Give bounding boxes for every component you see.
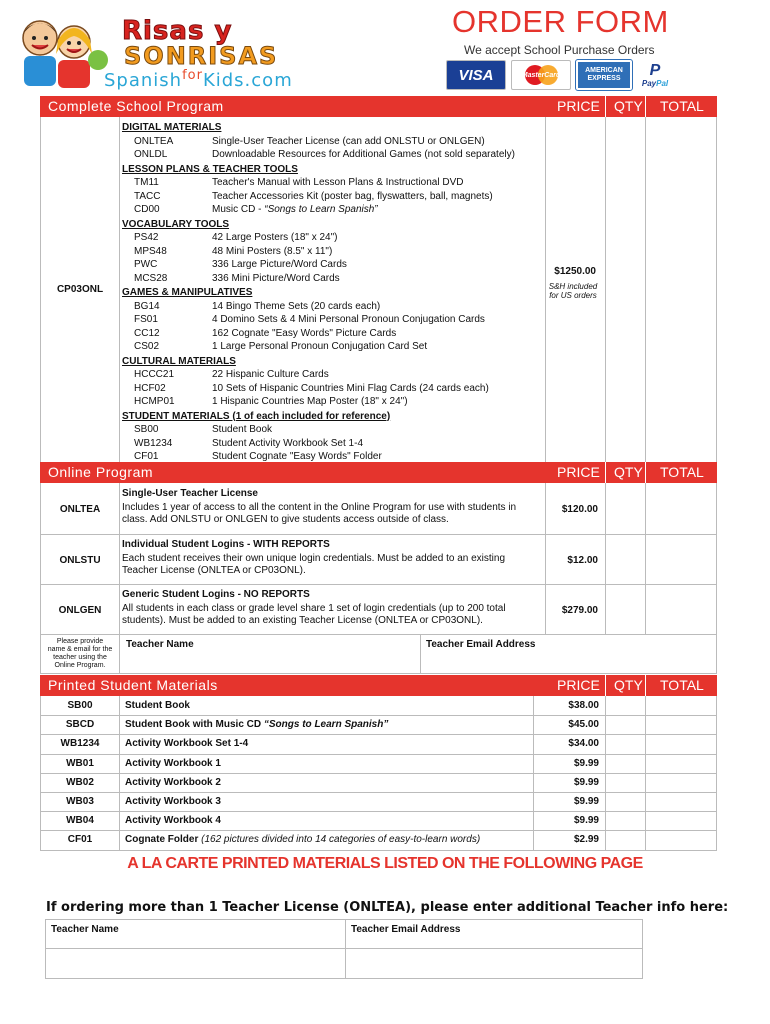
item-description: 336 Large Picture/Word Cards [212,259,347,270]
item-code: TM11 [134,177,159,188]
online-qty-input[interactable] [606,484,645,533]
online-product-description: class. Add ONLSTU or ONLGEN to give students access outside of class. [122,514,449,525]
item-code: TACC [134,190,161,202]
item-code: BG14 [134,300,160,312]
additional-teacher-prompt: If ordering more than 1 Teacher License (ONLTEA), please enter additional Teacher info here: [46,900,729,915]
group-heading: STUDENT MATERIALS (1 of each included for reference) [122,410,391,422]
total-column-header: TOTAL [660,677,704,693]
price-column-header: PRICE [557,677,600,693]
complete-program-code: CP03ONL [56,284,104,295]
printed-product-code: WB1234 [60,738,100,750]
group-heading: LESSON PLANS & TEACHER TOOLS [122,163,298,175]
item-code: HCCC21 [134,369,175,380]
printed-total-field[interactable] [646,696,716,714]
printed-product-code: WB04 [66,815,94,827]
item-code: CF01 [134,451,159,462]
group-heading: CULTURAL MATERIALS [122,355,236,367]
mastercard-logo-icon: MasterCard [511,60,571,90]
item-code: ONLDL [134,149,168,160]
printed-product-price: $38.00 [568,700,599,711]
printed-product-description: Cognate Folder (162 pictures divided into 14 categories of easy-to-learn words) [125,834,481,846]
online-product-description: Each student receives their own unique login credentials. Must be added to an existing [122,553,506,564]
item-code: FS01 [134,314,158,325]
online-product-title: Individual Student Logins - WITH REPORTS [122,539,330,550]
complete-program-price: $1250.00 [554,266,596,277]
printed-total-field[interactable] [646,830,716,848]
printed-qty-input[interactable] [606,792,645,810]
online-product-price: $279.00 [561,605,598,616]
printed-product-description: Student Book with Music CD “Songs to Learn Spanish” [125,719,389,731]
item-code: PS42 [134,232,159,243]
item-code: MCS28 [134,272,168,284]
item-code: MPS48 [134,245,167,257]
amex-logo-icon: AMERICAN EXPRESS [576,60,632,90]
printed-product-description: Activity Workbook 2 [125,776,221,788]
additional-teacher-name-field[interactable] [47,949,344,977]
additional-teacher-table [45,919,643,979]
qty-column-header: QTY [614,464,643,480]
kids-illustration-icon [12,8,112,96]
item-description: 10 Sets of Hispanic Countries Mini Flag Cards (24 cards each) [212,382,489,394]
item-description: 48 Mini Posters (8.5" x 11") [212,245,333,257]
total-column-header: TOTAL [660,98,704,114]
sh-note: S&H included for US orders [548,282,598,300]
item-code: HCF02 [134,382,166,394]
item-description: Student Cognate "Easy Words" Folder [212,451,382,462]
printed-qty-input[interactable] [606,811,645,829]
printed-total-field[interactable] [646,734,716,752]
section-title: Complete School Program [48,98,224,114]
printed-qty-input[interactable] [606,715,645,733]
teacher-name-label: Teacher Name [51,924,119,935]
item-description: Teacher Accessories Kit (poster bag, flyswatters, ball, magnets) [212,190,493,202]
printed-product-price: $9.99 [573,815,599,827]
total-column-header: TOTAL [660,464,704,480]
printed-product-code: SBCD [65,719,95,731]
online-product-price: $12.00 [567,555,598,566]
additional-teacher-email-field[interactable] [347,949,642,977]
item-description: Downloadable Resources for Additional Games (not sold separately) [212,149,515,160]
item-description: Student Book [212,424,273,435]
printed-materials-header [40,675,717,696]
printed-product-code: SB00 [67,700,93,711]
printed-total-field[interactable] [646,811,716,829]
printed-product-description: Student Book [125,700,190,711]
online-product-description: Includes 1 year of access to all the content in the Online Program for use with students in [122,502,517,513]
a-la-carte-notice: A LA CARTE PRINTED MATERIALS LISTED ON THE FOLLOWING PAGE [127,855,643,872]
online-qty-input[interactable] [606,585,645,634]
online-program-header [40,462,717,483]
printed-product-code: WB02 [66,776,94,788]
teacher-name-field[interactable] [121,652,419,672]
online-total-field[interactable] [646,484,716,533]
online-product-code: ONLTEA [59,504,101,515]
online-product-description: All students in each class or grade level share 1 set of login credentials (up to 200 total [122,603,506,614]
item-code: PWC [134,259,158,270]
item-description: 22 Hispanic Culture Cards [212,369,329,380]
printed-product-description: Activity Workbook 1 [125,757,221,769]
online-product-title: Generic Student Logins - NO REPORTS [122,589,310,600]
section-title: Printed Student Materials [48,677,218,693]
item-description: 4 Domino Sets & 4 Mini Personal Pronoun Conjugation Cards [212,314,485,325]
item-description: Single-User Teacher License (can add ONLSTU or ONLGEN) [212,135,485,147]
paypal-logo-icon: P PayPal [637,60,673,90]
printed-product-price: $45.00 [568,719,599,731]
printed-qty-input[interactable] [606,734,645,752]
item-code: SB00 [134,424,159,435]
complete-program-qty-input[interactable] [606,118,645,462]
printed-total-field[interactable] [646,754,716,772]
online-product-price: $120.00 [561,504,598,515]
online-product-description: Teacher License (ONLTEA or CP03ONL). [122,565,306,576]
group-heading: DIGITAL MATERIALS [122,122,222,133]
printed-product-description: Activity Workbook 3 [125,796,221,807]
printed-product-description: Activity Workbook Set 1-4 [125,738,249,750]
logo [12,8,312,96]
item-description: 42 Large Posters (18" x 24") [212,232,338,243]
qty-column-header: QTY [614,677,643,693]
item-description: Student Activity Workbook Set 1-4 [212,437,364,449]
group-heading: GAMES & MANIPULATIVES [122,287,253,298]
item-code: WB1234 [134,437,173,449]
online-teacher-note: Please provide name & email for the teacher using the Online Program. [47,638,113,669]
section-title: Online Program [48,464,154,480]
printed-product-code: WB03 [66,796,94,807]
item-code: HCMP01 [134,396,175,407]
item-description: Music CD - “Songs to Learn Spanish” [212,204,378,215]
page-title: ORDER FORM [452,4,669,39]
online-qty-input[interactable] [606,535,645,584]
teacher-email-label: Teacher Email Address [351,924,461,935]
group-heading: VOCABULARY TOOLS [122,218,230,230]
item-description: 162 Cognate "Easy Words" Picture Cards [212,327,397,339]
logo-text-domain: Spanish$^{for}$Kids.com [104,68,293,91]
printed-qty-input[interactable] [606,754,645,772]
item-code: CS02 [134,341,160,352]
item-code: CC12 [134,327,160,339]
printed-total-field[interactable] [646,773,716,791]
online-product-title: Single-User Teacher License [122,488,258,499]
teacher-email-field[interactable] [421,652,715,672]
item-code: ONLTEA [134,135,174,147]
complete-program-header [40,96,717,117]
purchase-orders-note: We accept School Purchase Orders [464,43,655,57]
printed-product-code: WB01 [66,757,94,769]
online-total-field[interactable] [646,585,716,634]
item-description: Teacher's Manual with Lesson Plans & Instructional DVD [212,177,464,188]
printed-product-code: CF01 [67,834,93,846]
teacher-name-label: Teacher Name [126,639,194,650]
printed-total-field[interactable] [646,715,716,733]
teacher-email-label: Teacher Email Address [426,639,536,650]
item-code: CD00 [134,204,160,215]
online-product-code: ONLGEN [58,605,102,616]
printed-product-description: Activity Workbook 4 [125,815,221,827]
visa-logo-icon: VISA [446,60,506,90]
online-product-code: ONLSTU [59,555,101,566]
qty-column-header: QTY [614,98,643,114]
printed-product-price: $9.99 [573,776,599,788]
printed-product-price: $9.99 [573,757,599,769]
online-product-description: students). Must be added to an existing Teacher License (ONLTEA or CP03ONL). [122,615,483,626]
complete-program-total-field[interactable] [646,118,716,462]
logo-text-risas: Risas y [122,16,233,46]
printed-product-price: $2.99 [573,834,599,846]
printed-qty-input[interactable] [606,773,645,791]
item-description: 1 Hispanic Countries Map Poster (18" x 24") [212,396,408,407]
online-total-field[interactable] [646,535,716,584]
printed-qty-input[interactable] [606,696,645,714]
printed-qty-input[interactable] [606,830,645,848]
printed-product-price: $9.99 [573,796,599,807]
price-column-header: PRICE [557,464,600,480]
item-description: 14 Bingo Theme Sets (20 cards each) [212,300,381,312]
price-column-header: PRICE [557,98,600,114]
item-description: 336 Mini Picture/Word Cards [212,272,340,284]
item-description: 1 Large Personal Pronoun Conjugation Card Set [212,341,428,352]
printed-total-field[interactable] [646,792,716,810]
logo-text-sonrisas: SONRISAS [124,42,279,70]
printed-product-price: $34.00 [568,738,599,750]
